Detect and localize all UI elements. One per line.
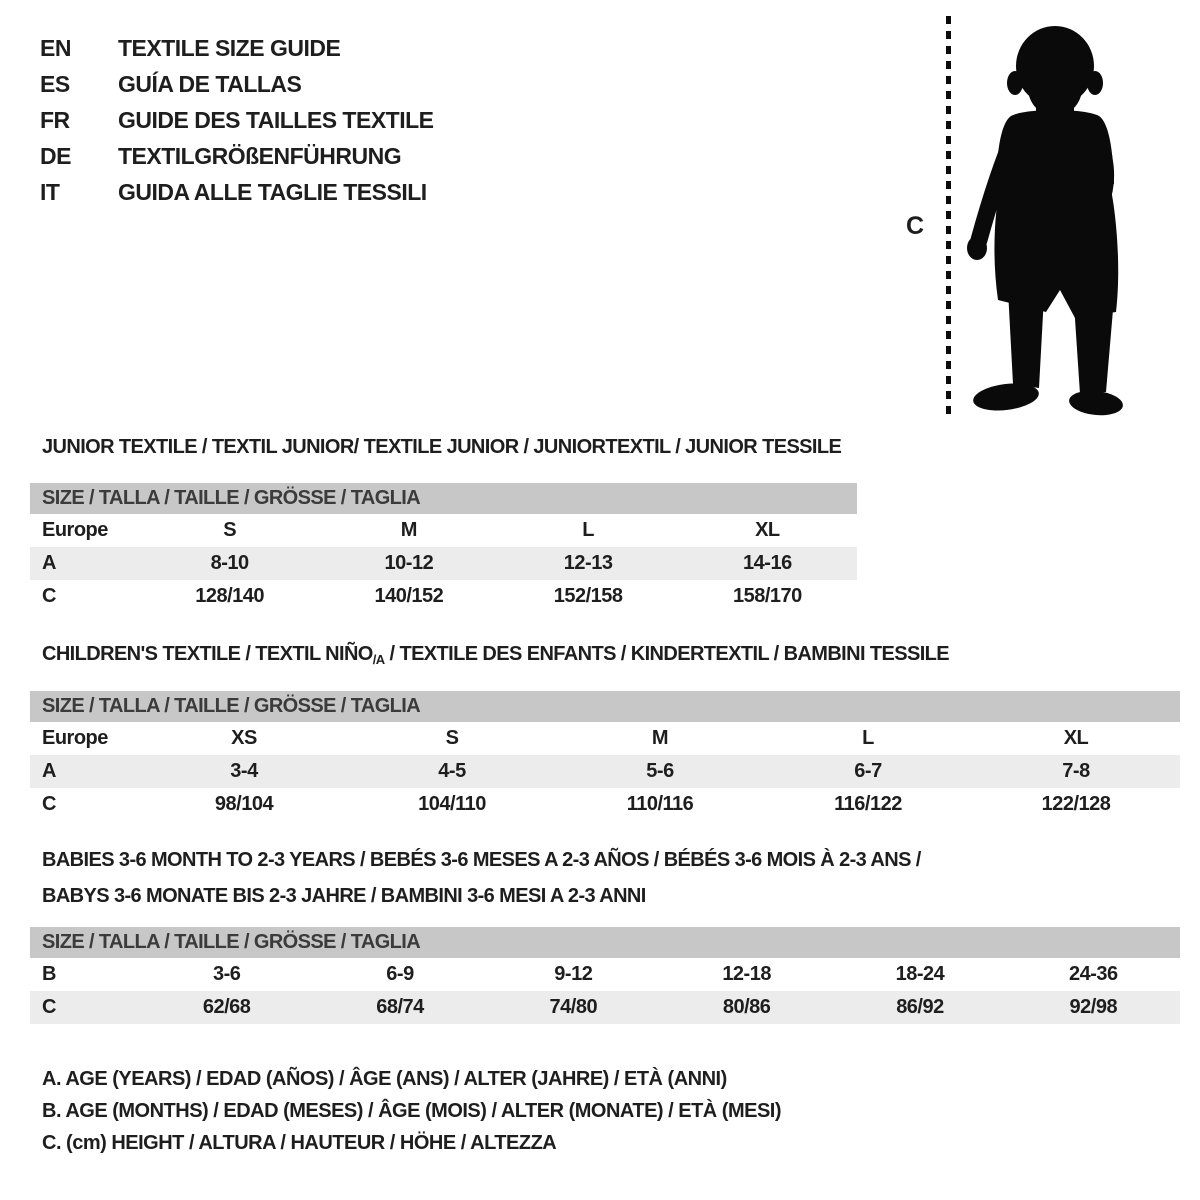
language-row <box>40 174 434 210</box>
table-title-line <box>42 432 841 468</box>
table-row <box>30 722 1180 755</box>
size-cell: 68/74 <box>376 996 424 1018</box>
row-label: Europe <box>42 519 108 541</box>
table-rows <box>30 722 1180 821</box>
size-cell: 62/68 <box>202 996 251 1018</box>
table-row <box>30 958 1180 991</box>
language-code: EN <box>40 34 71 61</box>
size-cell: 3-6 <box>212 963 241 985</box>
size-cell: 128/140 <box>195 585 265 607</box>
size-cell: 12-13 <box>563 552 613 574</box>
size-cell: 92/98 <box>1069 996 1118 1018</box>
size-cell: 98/104 <box>214 793 274 815</box>
language-code: IT <box>40 178 60 205</box>
table-title-line <box>42 881 921 917</box>
size-cell: 86/92 <box>896 996 944 1018</box>
table-title <box>42 845 921 917</box>
language-guide <box>40 30 434 210</box>
legend-line: B. AGE (MONTHS) / EDAD (MESES) / ÂGE (MOIS) / ALTER (MONATE) / ETÀ (MESI) <box>42 1100 782 1122</box>
size-cell: S <box>445 727 459 749</box>
size-cell: 122/128 <box>1041 793 1111 815</box>
language-row <box>40 30 434 66</box>
title-text: CHILDREN'S TEXTILE / TEXTIL NIÑO <box>42 643 373 665</box>
language-code: ES <box>40 70 70 97</box>
title-text: BABYS 3-6 MONATE BIS 2-3 JAHRE / BAMBINI 3-6 MESI A 2-3 ANNI <box>42 885 646 907</box>
table-rows <box>30 958 1180 1024</box>
size-header-bar: SIZE / TALLA / TAILLE / GRÖSSE / TAGLIA <box>30 691 1180 722</box>
table-row <box>30 991 1180 1024</box>
table-row <box>30 788 1180 821</box>
size-cell: 14-16 <box>743 552 792 574</box>
language-row <box>40 102 434 138</box>
size-cell: 6-7 <box>854 760 882 782</box>
table-title <box>42 432 841 468</box>
size-cell: 18-24 <box>895 963 945 985</box>
size-cell: 140/152 <box>374 585 444 607</box>
table-rows <box>30 514 857 613</box>
table-title-line <box>42 845 921 881</box>
size-cell: L <box>862 727 874 749</box>
row-label: A <box>42 552 56 574</box>
baby-silhouette-icon <box>963 22 1143 418</box>
size-cell: 158/170 <box>732 585 802 607</box>
size-cell: 8-10 <box>210 552 249 574</box>
size-cell: 116/122 <box>834 793 902 815</box>
size-cell: 12-18 <box>722 963 771 985</box>
legend-line: C. (cm) HEIGHT / ALTURA / HAUTEUR / HÖHE / ALTEZZA <box>42 1132 557 1154</box>
size-cell: 7-8 <box>1062 760 1090 782</box>
size-cell: 104/110 <box>418 793 486 815</box>
row-label: Europe <box>42 727 108 749</box>
height-dashed-line <box>946 16 951 418</box>
title-text: /A <box>372 652 385 667</box>
title-text: JUNIOR TEXTILE / TEXTIL JUNIOR/ TEXTILE JUNIOR / JUNIORTEXTIL / JUNIOR TESSILE <box>42 436 842 458</box>
size-cell: XL <box>1063 727 1089 749</box>
size-table <box>30 483 857 613</box>
guide-title: TEXTILE SIZE GUIDE <box>118 34 341 61</box>
size-cell: 4-5 <box>438 760 466 782</box>
size-cell: 152/158 <box>553 585 623 607</box>
size-cell: XS <box>231 727 257 749</box>
size-cell: 80/86 <box>722 996 771 1018</box>
table-row <box>30 755 1180 788</box>
table-title <box>42 639 949 675</box>
size-cell: 3-4 <box>230 760 258 782</box>
size-cell: 110/116 <box>626 793 694 815</box>
legend <box>42 1063 781 1159</box>
size-table <box>30 927 1180 1024</box>
table-row <box>30 580 857 613</box>
size-cell: 10-12 <box>384 552 434 574</box>
size-cell: 24-36 <box>1068 963 1118 985</box>
language-row <box>40 66 434 102</box>
title-text: / TEXTILE DES ENFANTS / KINDERTEXTIL / BAMBINI TESSILE <box>384 643 950 665</box>
table-title-line <box>42 639 949 675</box>
size-cell: XL <box>755 519 780 541</box>
guide-title: TEXTILGRÖßENFÜHRUNG <box>118 142 402 169</box>
language-code: DE <box>40 142 71 169</box>
table-row <box>30 547 857 580</box>
size-cell: M <box>400 519 417 541</box>
size-header-bar: SIZE / TALLA / TAILLE / GRÖSSE / TAGLIA <box>30 483 857 514</box>
row-label: C <box>42 793 56 815</box>
guide-title: GUIDE DES TAILLES TEXTILE <box>118 106 434 133</box>
size-cell: 9-12 <box>554 963 593 985</box>
height-measure-label: C <box>906 212 925 240</box>
row-label: B <box>42 963 56 985</box>
row-label: C <box>42 996 56 1018</box>
size-cell: 74/80 <box>549 996 598 1018</box>
guide-title: GUIDA ALLE TAGLIE TESSILI <box>118 178 427 205</box>
size-cell: 6-9 <box>386 963 414 985</box>
row-label: C <box>42 585 56 607</box>
size-cell: 5-6 <box>646 760 674 782</box>
row-label: A <box>42 760 56 782</box>
language-row <box>40 138 434 174</box>
language-code: FR <box>40 106 70 133</box>
size-cell: S <box>223 519 237 541</box>
size-cell: M <box>651 727 669 749</box>
guide-title: GUÍA DE TALLAS <box>118 70 302 97</box>
title-text: BABIES 3-6 MONTH TO 2-3 YEARS / BEBÉS 3-6 MESES A 2-3 AÑOS / BÉBÉS 3-6 MOIS À 2-3 ANS / <box>42 849 921 871</box>
size-header-bar: SIZE / TALLA / TAILLE / GRÖSSE / TAGLIA <box>30 927 1180 958</box>
legend-line: A. AGE (YEARS) / EDAD (AÑOS) / ÂGE (ANS) / ALTER (JAHRE) / ETÀ (ANNI) <box>42 1068 727 1090</box>
size-cell: L <box>582 519 594 541</box>
table-row <box>30 514 857 547</box>
size-table <box>30 691 1180 821</box>
